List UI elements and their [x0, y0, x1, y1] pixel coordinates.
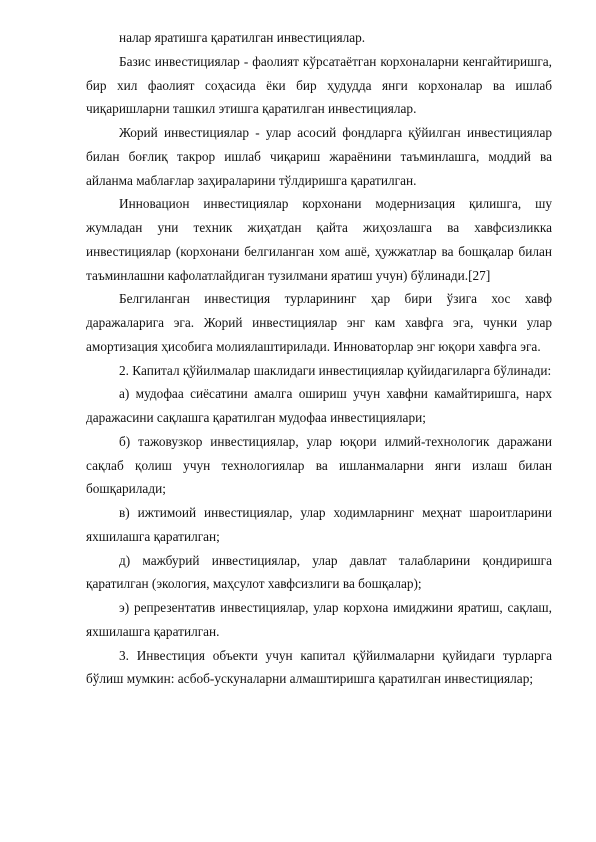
list-item-a: а) мудофаа сиёсатини амалга ошириш учун хавфни камайтиришга, нарх даражасини сақлашга қаратилган мудофаа инвестициялари; — [86, 386, 552, 425]
list-item-d: д) мажбурий инвестициялар, улар давлат талабларини қондиришга қаратилган (экология, маҳсулот хавфсизлиги ва бошқалар); — [86, 552, 552, 592]
list-item-b: б) тажовузкор инвестициялар, улар юқори илмий-технологик даражани сақлаб қолиш учун технологиялар ва ишланмаларни янги излаш билан бошқарилади; — [86, 433, 552, 497]
paragraph-innovation-investments: Инновацион инвестициялар корхонани модернизация қилишга, шу жумладан уни техник жиҳатдан қайта жиҳозлашга ва хавфсизликка инвестициялар (корхонани белгиланган хом ашё, ҳужжатлар ва бошқалар билан таъминлашни кафолатлайдиган тузилмани яратиш учун) бўлинади.[27] — [86, 196, 552, 283]
paragraph-capital-investments: 2. Капитал қўйилмалар шаклидаги инвестициялар қуйидагиларга бўлинади: — [119, 362, 552, 378]
paragraph-investment-object: 3. Инвестиция объекти учун капитал қўйилмаларни қуйидаги турларга бўлиш мумкин: асбоб-ускуналарни алмаштиришга қаратилган инвестициялар; — [86, 647, 552, 687]
list-item-e: э) репрезентатив инвестициялар, улар корхона имиджини яратиш, сақлаш, яхшилашга қаратилган. — [86, 600, 552, 639]
paragraph-basis-investments: Базис инвестициялар - фаолият кўрсатаётган корхоналарни кенгайтиришга, бир хил фаолият соҳасида ёки бир ҳудудда янги корхоналар ва ишлаб чиқаришларни ташкил этишга қаратилган инвестициялар. — [86, 53, 552, 117]
list-item-v: в) ижтимоий инвестициялар, улар ходимларнинг меҳнат шароитларини яхшилашга қаратилган; — [86, 505, 552, 544]
paragraph-risk-levels: Белгиланган инвестиция турларининг ҳар бири ўзига хос хавф даражаларига эга. Жорий инвестициялар энг кам хавфга эга, чунки улар амортизация ҳисобига молиялаштирилади. Инноваторлар энг юқори хавфга эга. — [86, 291, 552, 354]
paragraph-current-investments: Жорий инвестициялар - улар асосий фондларга қўйилган инвестициялар билан боғлиқ такрор ишлаб чиқариш жараёнини таъминлашга, моддий ва айланма маблағлар заҳираларини тўлдиришга қаратилган. — [86, 125, 552, 188]
paragraph-continuation: налар яратишга қаратилган инвестициялар. — [119, 30, 366, 45]
document-body — [86, 26, 552, 691]
